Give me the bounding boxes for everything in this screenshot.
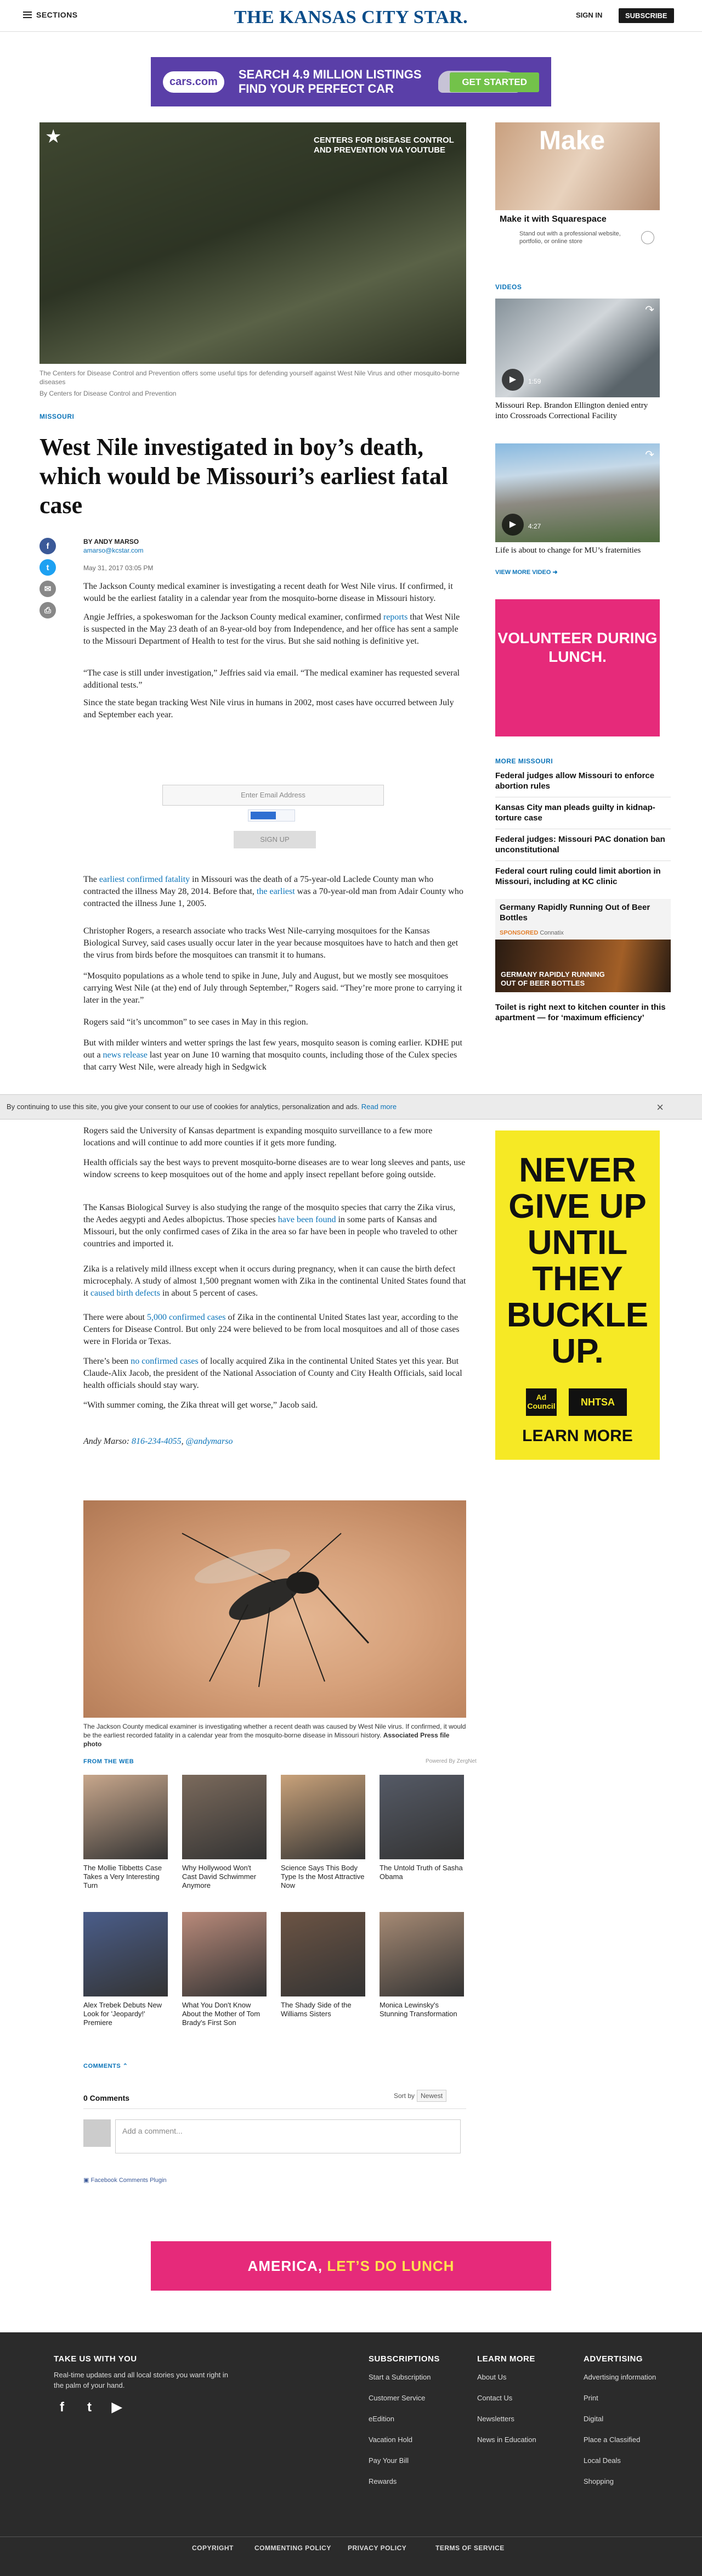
video-duration: 4:27 bbox=[528, 522, 541, 530]
no-confirmed-cases-link[interactable]: no confirmed cases bbox=[131, 1357, 199, 1366]
headline-link[interactable]: Federal court ruling could limit abortion in Missouri, including at KC clinic bbox=[495, 867, 661, 886]
recommendation-title: The Untold Truth of Sasha Obama bbox=[380, 1864, 463, 1881]
confirmed-cases-link[interactable]: 5,000 confirmed cases bbox=[146, 1313, 226, 1322]
comments-label: COMMENTS bbox=[83, 2063, 121, 2069]
print-icon[interactable]: ⎙ bbox=[39, 602, 56, 618]
youtube-icon[interactable]: ▶ bbox=[111, 2400, 122, 2415]
chevron-up-icon: ⌃ bbox=[122, 2063, 128, 2069]
section-kicker[interactable]: MISSOURI bbox=[39, 413, 75, 420]
recommendation-card[interactable] bbox=[182, 1912, 267, 2027]
sponsored-title: Germany Rapidly Running Out of Beer Bottles bbox=[500, 903, 650, 923]
ad-title: Make it with Squarespace bbox=[500, 215, 607, 224]
twitter-share-icon[interactable]: t bbox=[39, 559, 56, 576]
publish-date: May 31, 2017 03:05 PM bbox=[83, 564, 154, 572]
footer-link[interactable]: Contact Us bbox=[477, 2394, 513, 2402]
author-twitter-link[interactable]: @andymarso bbox=[185, 1437, 233, 1446]
article-paragraph: Rogers said “it’s uncommon” to see cases in May in this region. bbox=[83, 1017, 308, 1027]
text-run: Zika is a relatively mild illness except when it occurs during pregnancy, when it can cause the birth defect microcephaly. A study of almost 1,500 pregnant women with Zika in the continental United States found that it bbox=[83, 1264, 466, 1298]
recommendation-card[interactable] bbox=[182, 1775, 267, 1890]
text-run: Connatix bbox=[540, 930, 564, 936]
advertising-heading: ADVERTISING bbox=[584, 2354, 643, 2364]
headline-link[interactable]: Toilet is right next to kitchen counter in this apartment — for ‘maximum efficiency’ bbox=[495, 1003, 666, 1022]
ad-get-started-button[interactable]: GET STARTED bbox=[450, 72, 539, 92]
powered-by-label: Powered By ZergNet bbox=[426, 1758, 477, 1764]
comment-count: 0 Comments bbox=[83, 2094, 130, 2102]
text-run: in some parts of Kansas and Missouri, but the only confirmed cases of Zika in the area so far have been in people who traveled to other countries and imported it. bbox=[83, 1215, 457, 1248]
earliest-link[interactable]: the earliest bbox=[256, 887, 295, 896]
recommendation-image bbox=[182, 1912, 267, 1996]
ad-line-1: SEARCH 4.9 MILLION LISTINGS bbox=[238, 68, 422, 81]
reports-link[interactable]: reports bbox=[383, 612, 408, 622]
top-banner-ad[interactable] bbox=[151, 57, 551, 106]
text-run: , bbox=[181, 1437, 186, 1446]
star-icon[interactable]: ★ bbox=[45, 126, 62, 147]
recommendation-title: The Mollie Tibbetts Case Takes a Very Interesting Turn bbox=[83, 1864, 162, 1889]
arrow-right-icon: ➜ bbox=[552, 569, 558, 576]
twitter-icon[interactable]: t bbox=[87, 2400, 92, 2415]
share-icon[interactable]: ↷ bbox=[645, 304, 654, 316]
take-us-with-you-text: Real-time updates and all local stories you want right in the palm of your hand. bbox=[54, 2371, 228, 2389]
volunteer-ad[interactable] bbox=[495, 599, 660, 736]
video-thumbnail[interactable] bbox=[495, 299, 660, 397]
sponsored-image-text: GERMANY RAPIDLY RUNNING OUT OF BEER BOTTLES bbox=[501, 970, 605, 987]
sort-label: Sort by bbox=[394, 2092, 415, 2100]
learn-more-heading: LEARN MORE bbox=[477, 2354, 535, 2364]
divider bbox=[83, 2108, 466, 2109]
author-signature bbox=[83, 1436, 466, 1448]
captcha-widget[interactable] bbox=[248, 809, 295, 822]
recommendation-card[interactable] bbox=[281, 1775, 365, 1890]
recommendation-card[interactable] bbox=[83, 1912, 168, 2027]
text-run: in Missouri was the death of a 75-year-old Laclede County man who contracted the illness May 28, 2014. Before that, bbox=[83, 875, 434, 896]
videos-label: VIDEOS bbox=[495, 283, 522, 291]
video-credit-line: By Centers for Disease Control and Prevention bbox=[39, 390, 177, 397]
footer-link[interactable]: About Us bbox=[477, 2373, 507, 2381]
learn-more-button[interactable]: LEARN MORE bbox=[522, 1427, 633, 1445]
sort-control bbox=[394, 2092, 446, 2100]
share-icon[interactable]: ↷ bbox=[645, 449, 654, 461]
cookie-consent-bar bbox=[0, 1094, 702, 1120]
ad-text-part-1: AMERICA, bbox=[247, 2258, 327, 2274]
ad-arrow-button[interactable] bbox=[641, 231, 654, 244]
play-icon[interactable]: ▶ bbox=[502, 369, 524, 391]
video-credit-overlay: CENTERS FOR DISEASE CONTROL AND PREVENTION VIA YOUTUBE bbox=[314, 136, 454, 155]
article-paragraph: “The case is still under investigation,” Jeffries said via email. “The medical examiner has requested several additional tests.” bbox=[83, 668, 460, 690]
footer-link[interactable]: Print bbox=[584, 2394, 598, 2402]
text-run: Andy Marso: bbox=[83, 1437, 132, 1446]
subscriptions-heading: SUBSCRIPTIONS bbox=[369, 2354, 440, 2364]
article-paragraph bbox=[83, 611, 466, 648]
article-paragraph bbox=[83, 1312, 466, 1348]
facebook-icon[interactable]: f bbox=[60, 2400, 64, 2415]
article-paragraph bbox=[83, 1037, 466, 1073]
site-logo[interactable]: THE KANSAS CITY STAR. bbox=[234, 7, 468, 27]
email-share-icon[interactable]: ✉ bbox=[39, 581, 56, 597]
headline-link[interactable]: Kansas City man pleads guilty in kidnap-torture case bbox=[495, 803, 655, 823]
article-paragraph: Health officials say the best ways to prevent mosquito-borne diseases are to wear long sleeves and pants, use window screens to keep mosquitoes out of the home and apply insect repellant before going outside. bbox=[83, 1158, 466, 1179]
recommendation-title: Alex Trebek Debuts New Look for 'Jeopardy!' Premiere bbox=[83, 2001, 162, 2027]
ad-logo: cars.com bbox=[163, 71, 224, 93]
recommendation-image bbox=[380, 1775, 464, 1859]
recommendation-title: Monica Lewinsky's Stunning Transformation bbox=[380, 2001, 457, 2018]
text-run: Angie Jeffries, a spokeswoman for the Jackson County medical examiner, confirmed bbox=[83, 612, 383, 622]
ad-image bbox=[495, 122, 660, 210]
newsletter-email-input[interactable]: Enter Email Address bbox=[162, 785, 384, 806]
copyright-link[interactable]: COPYRIGHT bbox=[192, 2544, 234, 2552]
close-icon[interactable]: × bbox=[656, 1100, 664, 1114]
footer-link[interactable]: Start a Subscription bbox=[369, 2373, 431, 2381]
newsletter-signup-button[interactable]: SIGN UP bbox=[234, 831, 316, 848]
lead-video-player[interactable] bbox=[39, 122, 466, 364]
share-bar bbox=[39, 538, 56, 623]
recommendation-image bbox=[281, 1775, 365, 1859]
text-run: The Kansas Biological Survey is also studying the range of the mosquito species that carry the Zika virus, the Aedes aegypti and Aedes albopictus. Those species bbox=[83, 1203, 456, 1224]
footer-link[interactable]: Advertising information bbox=[584, 2373, 656, 2381]
video-duration: 1:59 bbox=[528, 378, 541, 385]
ad-headline: Make bbox=[539, 126, 605, 155]
text-run: But with milder winters and wetter springs the last few years, mosquito season is coming earlier. KDHE put out a bbox=[83, 1038, 462, 1060]
mosquito-illustration bbox=[83, 1500, 466, 1718]
more-missouri-label: MORE MISSOURI bbox=[495, 757, 553, 765]
nhtsa-logo: NHTSA bbox=[569, 1388, 627, 1416]
article-paragraph: “With summer coming, the Zika threat will get worse,” Jacob said. bbox=[83, 1401, 318, 1410]
text-run: was a 70-year-old man from Adair County who contracted the illness June 1, 2005. bbox=[83, 887, 463, 908]
video-title[interactable]: Missouri Rep. Brandon Ellington denied entry into Crossroads Correctional Facility bbox=[495, 401, 648, 420]
earliest-fatality-link[interactable]: earliest confirmed fatality bbox=[99, 875, 190, 884]
footer-link[interactable]: Shopping bbox=[584, 2477, 614, 2485]
view-more-video-link[interactable] bbox=[495, 569, 558, 576]
caused-birth-defects-link[interactable]: caused birth defects bbox=[90, 1289, 160, 1298]
cookie-text bbox=[7, 1103, 397, 1111]
text-run: of locally acquired Zika in the continental United States yet this year. But Claude-Alix Jacob, the president of the National Association of County and City Health Officials, said local health officials should stay wary. bbox=[83, 1357, 462, 1390]
ad-text: VOLUNTEER DURING LUNCH. bbox=[497, 629, 658, 665]
article-headline: West Nile investigated in boy’s death, which would be Missouri’s earliest fatal case bbox=[39, 434, 449, 519]
article-paragraph: “Mosquito populations as a whole tend to spike in June, July and August, but we mostly see mosquitoes carrying West Nile (at the) end of July through September,” Rogers said. “They’re more prone to carrying it later in the year.” bbox=[83, 971, 462, 1005]
have-been-found-link[interactable]: have been found bbox=[278, 1215, 336, 1224]
facebook-icon: ▣ bbox=[83, 2177, 89, 2184]
article-paragraph bbox=[83, 1356, 466, 1392]
text-run: last year on June 10 warning that mosquito counts, including those of the Culex species that carry West Nile, were already high in Sedgwick bbox=[83, 1050, 457, 1072]
text-run: in about 5 percent of cases. bbox=[160, 1289, 258, 1298]
recommendation-card[interactable] bbox=[380, 1912, 464, 2018]
article-paragraph: Rogers said the University of Kansas department is expanding mosquito surveillance to a few more locations and will continue to add more counties if it gets more funding. bbox=[83, 1126, 433, 1148]
take-us-with-you-heading: TAKE US WITH YOU bbox=[54, 2354, 137, 2364]
photo-credit: Associated Press file photo bbox=[83, 1731, 450, 1748]
recommendation-image bbox=[83, 1912, 168, 1996]
article-paragraph bbox=[83, 1263, 466, 1300]
site-header bbox=[0, 0, 702, 32]
avatar bbox=[83, 2119, 111, 2147]
photo-caption bbox=[83, 1722, 466, 1748]
sponsored-label bbox=[500, 930, 564, 936]
facebook-comments-plugin-link[interactable] bbox=[83, 2176, 167, 2184]
ad-council-logo: Ad Council bbox=[526, 1388, 557, 1416]
sign-in-link[interactable]: SIGN IN bbox=[576, 11, 603, 19]
article-paragraph bbox=[83, 874, 466, 910]
play-icon[interactable]: ▶ bbox=[502, 514, 524, 536]
recommendation-image bbox=[281, 1912, 365, 1996]
sponsored-image bbox=[495, 940, 671, 992]
article-paragraph: Since the state began tracking West Nile virus in humans in 2002, most cases have occurred between July and September each year. bbox=[83, 698, 454, 719]
ad-text-part-2: LET’S DO LUNCH bbox=[327, 2258, 455, 2274]
recommendation-title: What You Don't Know About the Mother of Tom Brady's First Son bbox=[182, 2001, 261, 2027]
recommendation-image bbox=[182, 1775, 267, 1859]
privacy-policy-link[interactable]: PRIVACY POLICY bbox=[348, 2544, 407, 2552]
squarespace-ad[interactable] bbox=[495, 122, 660, 260]
divider bbox=[0, 2536, 702, 2537]
footer-link[interactable]: Newsletters bbox=[477, 2415, 514, 2423]
text-run: By continuing to use this site, you give your consent to our use of cookies for analytics, personalization and ads. bbox=[7, 1103, 361, 1111]
commenting-policy-link[interactable]: COMMENTING POLICY bbox=[254, 2544, 331, 2552]
article-paragraph bbox=[83, 1202, 466, 1250]
headline-link[interactable]: Federal judges allow Missouri to enforce abortion rules bbox=[495, 771, 655, 791]
footer-link[interactable]: Pay Your Bill bbox=[369, 2456, 409, 2465]
facebook-share-icon[interactable]: f bbox=[39, 538, 56, 554]
comments-toggle[interactable] bbox=[83, 2062, 128, 2069]
text-run: that West Nile is suspected in the May 23 death of an 8-year-old boy from Independence, and her office has sent a sample to the Missouri Department of Health to test for the virus. But she said nothing is definitive yet. bbox=[83, 612, 460, 646]
recommendation-title: Why Hollywood Won't Cast David Schwimmer Anymore bbox=[182, 1864, 257, 1889]
byline: BY ANDY MARSO bbox=[83, 538, 139, 545]
recommendation-card[interactable] bbox=[83, 1775, 168, 1890]
terms-of-service-link[interactable]: TERMS OF SERVICE bbox=[435, 2544, 505, 2552]
news-release-link[interactable]: news release bbox=[103, 1050, 148, 1060]
footer-link[interactable]: Place a Classified bbox=[584, 2436, 641, 2444]
video-title[interactable]: Life is about to change for MU’s fraternities bbox=[495, 546, 641, 555]
footer-link[interactable]: News in Education bbox=[477, 2436, 536, 2444]
text-run: of Zika in the continental United States last year, according to the Centers for Disease Control. But only 224 were believed to be from local mosquitoes and all of those cases were in Florida or Texas. bbox=[83, 1313, 460, 1346]
footer-link[interactable]: eEdition bbox=[369, 2415, 394, 2423]
text-run: The Jackson County medical examiner is investigating whether a recent death was caused by West Nile virus. If confirmed, it would be the earliest recorded fatality in a calendar year from the mosquito-borne disease in Missouri history. bbox=[83, 1723, 466, 1739]
text-run: There were about bbox=[83, 1313, 147, 1322]
recommendation-card[interactable] bbox=[380, 1775, 464, 1881]
comment-input[interactable]: Add a comment... bbox=[115, 2119, 461, 2153]
sort-select[interactable]: Newest bbox=[417, 2090, 446, 2102]
footer-link[interactable]: Rewards bbox=[369, 2477, 397, 2485]
site-footer bbox=[0, 2332, 702, 2576]
footer-link[interactable]: Customer Service bbox=[369, 2394, 426, 2402]
recommendation-title: Science Says This Body Type Is the Most Attractive Now bbox=[281, 1864, 365, 1889]
article-paragraph: The Jackson County medical examiner is investigating a recent death for West Nile virus. If confirmed, it would be the earliest fatality in a calendar year from the mosquito-borne disease in Missouri history. bbox=[83, 582, 453, 603]
author-email-link[interactable]: amarso@kcstar.com bbox=[83, 547, 144, 554]
divider bbox=[495, 860, 671, 861]
recommendation-card[interactable] bbox=[281, 1912, 365, 2018]
mosquito-photo bbox=[83, 1500, 466, 1718]
text-run: The bbox=[83, 875, 99, 884]
article-paragraph: Christopher Rogers, a research associate who tracks West Nile-carrying mosquitoes for the Kansas Biological Survey, said cases usually occur later in the year because mosquitoes have to hatch and then get the virus from birds before the mosquitoes can transmit it to humans. bbox=[83, 926, 458, 960]
sponsored-card[interactable] bbox=[495, 899, 671, 992]
text-run: SPONSORED bbox=[500, 930, 539, 936]
sections-label: SECTIONS bbox=[36, 10, 78, 19]
footer-link[interactable]: Local Deals bbox=[584, 2456, 621, 2465]
from-the-web-label: FROM THE WEB bbox=[83, 1758, 134, 1765]
recommendation-image bbox=[380, 1912, 464, 1996]
video-caption: The Centers for Disease Control and Prevention offers some useful tips for defending yourself against West Nile Virus and other mosquito-borne diseases bbox=[39, 369, 460, 386]
ad-text: NEVER GIVE UP UNTIL THEY BUCKLE UP. bbox=[506, 1151, 649, 1370]
recommendation-image bbox=[83, 1775, 168, 1859]
buckle-up-ad[interactable] bbox=[495, 1130, 660, 1460]
author-phone-link[interactable]: 816-234-4055 bbox=[131, 1437, 182, 1446]
text-run: There’s been bbox=[83, 1357, 131, 1366]
headline-link[interactable]: Federal judges: Missouri PAC donation ban unconstitutional bbox=[495, 835, 665, 854]
footer-link[interactable]: Vacation Hold bbox=[369, 2436, 412, 2444]
recommendation-title: The Shady Side of the Williams Sisters bbox=[281, 2001, 352, 2018]
view-more-label: VIEW MORE VIDEO bbox=[495, 569, 551, 576]
footer-link[interactable]: Digital bbox=[584, 2415, 604, 2423]
video-thumbnail[interactable] bbox=[495, 443, 660, 542]
ad-text bbox=[239, 68, 422, 96]
ad-subtitle: Stand out with a professional website, portfolio, or online store bbox=[519, 230, 621, 245]
subscribe-button[interactable]: SUBSCRIBE bbox=[619, 8, 674, 23]
plugin-label: Facebook Comments Plugin bbox=[90, 2177, 167, 2184]
ad-line-2: FIND YOUR PERFECT CAR bbox=[238, 82, 394, 95]
read-more-link[interactable]: Read more bbox=[361, 1103, 397, 1111]
bottom-banner-ad[interactable] bbox=[151, 2241, 551, 2291]
